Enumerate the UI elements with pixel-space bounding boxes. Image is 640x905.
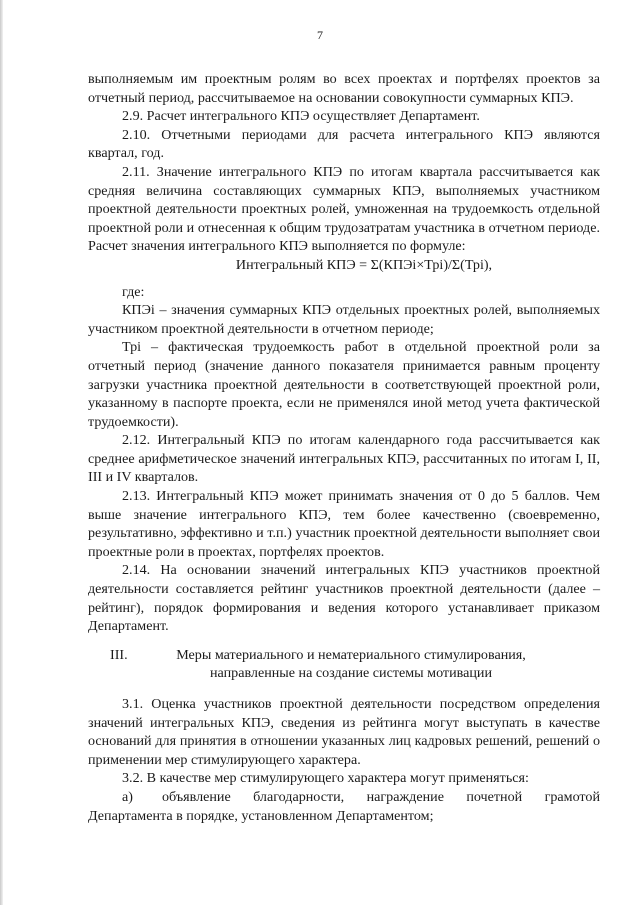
page-edge-shadow [0,0,3,905]
list-item-a-text: объявление благодарности, награждение почетной грамотой Департамента в порядке, установленном Департаментом; [88,788,600,824]
document-body [88,70,600,825]
page-number: 7 [317,28,323,42]
list-item-a-letter: а) [122,788,133,805]
section-title [156,646,546,683]
paragraph-2-9: 2.9. Расчет интегрального КПЭ осуществляет Департамент. [122,108,480,125]
section-title-line-2: направленные на создание системы мотивации [210,665,492,682]
paragraph-3-1: 3.1. Оценка участников проектной деятельности посредством определения значений интегральных КПЭ, сведения из рейтинга могут выступать в качестве оснований для принятия в отношении указанных лиц кадровых решений, решений о применении мер стимулирующего характера. [88,696,600,768]
definition-tr: Трi – фактическая трудоемкость работ в отдельной проектной роли за отчетный период (значение данного показателя принимается равным проценту загрузки участника проектной деятельности в соответствующей проектной роли, указанному в паспорте проекта, если не применялся иной метод учета фактической трудоемкости). [88,339,600,430]
paragraph-2-12: 2.12. Интегральный КПЭ по итогам календарного года рассчитывается как среднее арифметическое значений интегральных КПЭ, рассчитанных по итогам I, II, III и IV кварталов. [88,432,600,486]
where-label: где: [122,283,145,300]
paragraph-2-13: 2.13. Интегральный КПЭ может принимать значения от 0 до 5 баллов. Чем выше значение интегрального КПЭ, тем более качественно (своевременно, результативно, эффективно и т.п.) участник проектной деятельности выполняет свои проектные роли в проектах, портфелях проектов. [88,488,600,560]
section-number: III. [110,646,128,663]
paragraph-2-10: 2.10. Отчетными периодами для расчета интегрального КПЭ являются квартал, год. [88,126,600,162]
section-title-line-1: Меры материального и нематериального стимулирования, [176,646,526,663]
section-heading [88,646,600,683]
list-item-a [88,788,600,825]
paragraph-2-11: 2.11. Значение интегрального КПЭ по итогам квартала рассчитывается как средняя величина составляющих суммарных КПЭ, выполняемых участником проектной деятельности проектных ролей, умноженная на трудоемкость отдельной проектной роли и отнесенная к общим трудозатратам участника в отчетном периоде. Расчет значения интегрального КПЭ выполняется по формуле: [88,163,600,255]
paragraph-2-14: 2.14. На основании значений интегральных КПЭ участников проектной деятельности составляется рейтинг участников проектной деятельности (далее – рейтинг), порядок формирования и ведения которого устанавливает приказом Департамент. [88,562,600,635]
definition-kpe: КПЭi – значения суммарных КПЭ отдельных проектных ролей, выполняемых участником проектной деятельности в отчетном периоде; [88,302,600,337]
paragraph-3-2: 3.2. В качестве мер стимулирующего характера могут применяться: [122,770,529,787]
paragraph-continuation: выполняемым им проектным ролям во всех проектах и портфелях проектов за отчетный период, рассчитываемое на основании совокупности суммарных КПЭ. [88,71,600,106]
formula: Интегральный КПЭ = Σ(КПЭi×Трi)/Σ(Трi), [235,256,493,273]
